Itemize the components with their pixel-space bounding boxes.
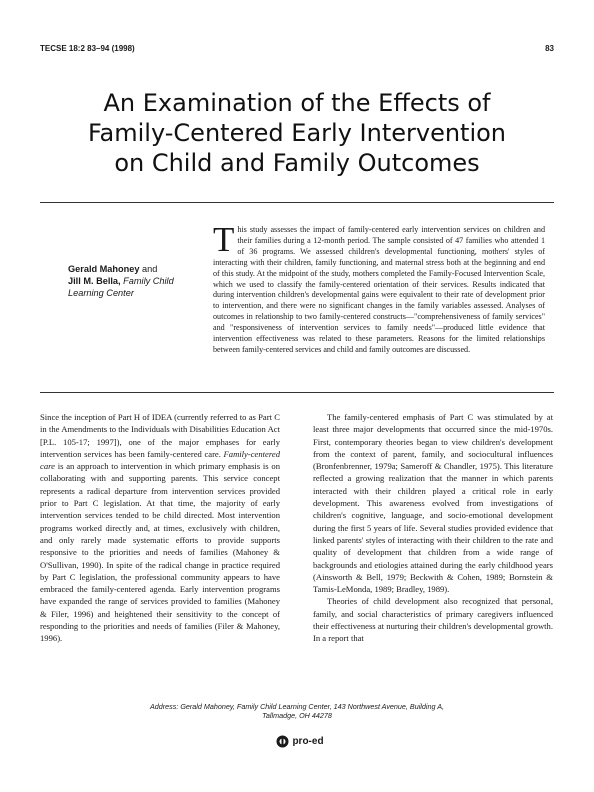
page-number: 83: [545, 44, 554, 53]
body-text: is an approach to intervention in which primary emphasis is on collaborating with and supporting parents. This service concept represents a radical departure from intervention services provided prior to Part C legislation. At that time, the majority of early intervention services tended to be child directed. Most intervention programs worked directly and, at times, exclusively with children, and only rarely made systematic efforts to provide supports responsive to the priorities and needs of families (Mahoney & O'Sullivan, 1990). In spite of the radical change in practice required by Part C legislation, the professional community appears to have embraced the family-centered agenda. Early intervention programs have expanded the range of services provided to families (Mahoney & Filer, 1996) and heightened their sensitivity to the concept of responding to the priorities and needs of families (Filer & Mahoney, 1996).: [40, 461, 280, 644]
author-name-1: Gerald Mahoney: [68, 264, 140, 274]
title-line-3: on Child and Family Outcomes: [114, 149, 480, 177]
body-text: Since the inception of Part H of IDEA (currently referred to as Part C in the Amendments to the Individuals with Disabilities Education Act [P.L. 105-17; 1997]), one of the major emphases for early intervention services has been family-centered care.: [40, 412, 280, 459]
title-line-2: Family-Centered Early Intervention: [87, 119, 507, 147]
author-conjunction: and: [139, 264, 158, 274]
title-line-1: An Examination of the Effects of: [103, 89, 491, 117]
abstract-dropcap: T: [213, 220, 235, 259]
abstract-text: his study assesses the impact of family-centered early intervention services on children and their families during a 12-month period. The sample consisted of 47 families who attended 1 of 36 programs. We assessed children's developmental functioning, mothers' styles of interacting with their children, family functioning, and maternal stress both at the beginning and end of this study. At the midpoint of the study, mothers completed the Family-Focused Intervention Scale, which we used to classify the family-centered orientation of their services. Results indicated that during intervention children's developmental gains were equivalent to their rate of development prior to intervention, and there were no significant changes in the family variables assessed. Analyses of outcomes in relationship to two family-centered constructs—"comprehensiveness of family services" and "responsiveness of intervention services to family needs"—produced little evidence that intervention effectiveness was related to these parameters. Reasons for the limited relationships between family-centered services and child and family outcomes are discussed.: [213, 225, 545, 354]
author-block: [68, 263, 198, 299]
journal-citation: TECSE 18:2 83–94 (1998): [40, 44, 135, 53]
body-column-left: [40, 411, 280, 645]
body-column-right: [313, 411, 553, 645]
publisher-emblem-icon: [276, 735, 289, 748]
body-paragraph: The family-centered emphasis of Part C was stimulated by at least three major developments that occurred since the mid-1970s. First, contemporary theories began to view children's development from the context of parent, family, and sociocultural influences (Bronfenbrenner, 1979a; Sameroff & Chandler, 1975). This literature reflected a growing realization that the manner in which parents interacted with their children played a critical role in early development. This awareness evolved from investigations of children's cognitive, language, and socio-emotional development during the first 5 years of life. Several studies provided evidence that linked parents' styles of interacting with their children to the rate and quality of development that children from a wide range of backgrounds and etiologies attained during the early childhood years (Ainsworth & Bell, 1979; Beckwith & Cohen, 1989; Bornstein & Tamis-LeMonda, 1989; Bradley, 1989).: [313, 412, 553, 595]
top-rule: [40, 202, 554, 203]
author-name-2: Jill M. Bella,: [68, 276, 121, 286]
publisher-logo: [255, 733, 345, 749]
body-emphasis: Family-centered care: [40, 448, 280, 472]
author-affiliation: Family Child: [120, 276, 174, 286]
abstract: [213, 220, 545, 356]
correspondence-address: [40, 702, 554, 720]
address-line-1: Address: Gerald Mahoney, Family Child Learning Center, 143 Northwest Avenue, Building A,: [149, 702, 445, 711]
body-paragraph: [40, 411, 280, 645]
body-paragraph: Theories of child development also recognized that personal, family, and social characteristics of primary caregivers influenced their effectiveness at nurturing their children's developmental growth. In a report that: [313, 596, 553, 644]
article-title: [40, 88, 554, 178]
address-line-2: Tallmadge, OH 44278: [262, 711, 332, 720]
bottom-rule: [40, 392, 554, 393]
publisher-name: pro-ed: [292, 735, 324, 747]
author-affiliation-cont: Learning Center: [68, 288, 134, 298]
